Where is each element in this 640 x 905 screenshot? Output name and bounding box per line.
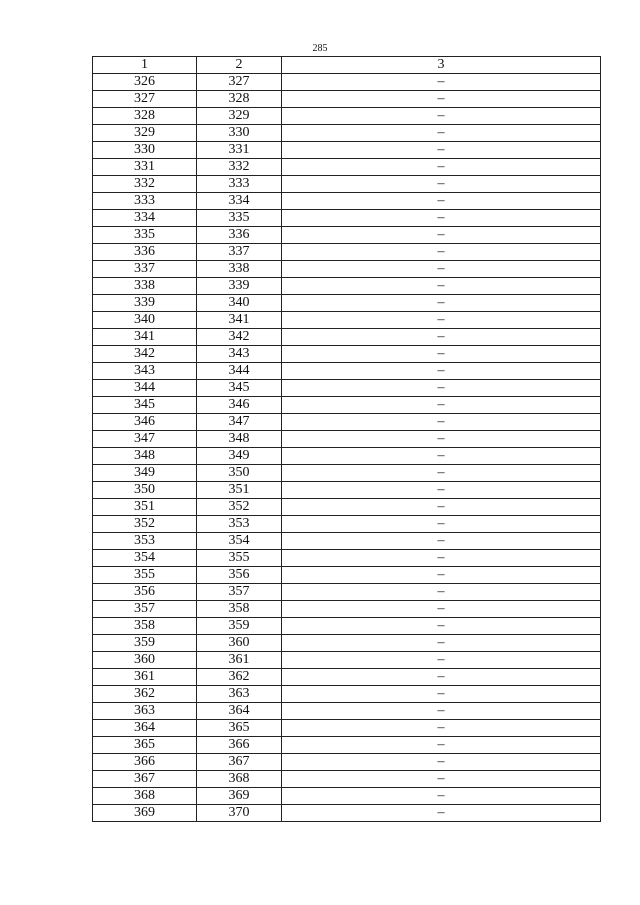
table-cell-col-1: 363 <box>93 703 197 720</box>
table-cell-col-2: 327 <box>197 74 282 91</box>
table-cell-col-3: – <box>282 567 601 584</box>
table-cell-col-1: 347 <box>93 431 197 448</box>
table-cell-col-2: 366 <box>197 737 282 754</box>
table-row <box>93 516 601 533</box>
table-cell-col-1: 336 <box>93 244 197 261</box>
table-cell-col-1: 327 <box>93 91 197 108</box>
table-row <box>93 312 601 329</box>
table-row <box>93 414 601 431</box>
table-cell-col-2: 333 <box>197 176 282 193</box>
table-row <box>93 74 601 91</box>
table-cell-col-1: 331 <box>93 159 197 176</box>
table-cell-col-1: 352 <box>93 516 197 533</box>
table-cell-col-2: 341 <box>197 312 282 329</box>
table-row <box>93 397 601 414</box>
table-cell-col-2: 367 <box>197 754 282 771</box>
table-row <box>93 601 601 618</box>
table-cell-col-1: 349 <box>93 465 197 482</box>
table-cell-col-2: 358 <box>197 601 282 618</box>
table-cell-col-3: – <box>282 482 601 499</box>
table-row <box>93 465 601 482</box>
table-cell-col-2: 344 <box>197 363 282 380</box>
table-row <box>93 193 601 210</box>
data-table <box>92 56 601 822</box>
table-cell-col-1: 361 <box>93 669 197 686</box>
table-cell-col-2: 330 <box>197 125 282 142</box>
table-cell-col-3: – <box>282 754 601 771</box>
table-cell-col-3: – <box>282 346 601 363</box>
table-cell-col-1: 365 <box>93 737 197 754</box>
table-row <box>93 499 601 516</box>
table-cell-col-2: 354 <box>197 533 282 550</box>
table-cell-col-3: – <box>282 108 601 125</box>
table-row <box>93 754 601 771</box>
table-cell-col-1: 340 <box>93 312 197 329</box>
table-cell-col-1: 328 <box>93 108 197 125</box>
table-cell-col-2: 331 <box>197 142 282 159</box>
table-cell-col-3: – <box>282 805 601 822</box>
table-cell-col-2: 365 <box>197 720 282 737</box>
table-cell-col-1: 368 <box>93 788 197 805</box>
table-row <box>93 686 601 703</box>
table-cell-col-1: 367 <box>93 771 197 788</box>
header-row <box>93 57 601 74</box>
table-row <box>93 448 601 465</box>
table-row <box>93 533 601 550</box>
table-cell-col-3: – <box>282 363 601 380</box>
table-cell-col-2: 357 <box>197 584 282 601</box>
table-cell-col-1: 343 <box>93 363 197 380</box>
table-cell-col-2: 338 <box>197 261 282 278</box>
table-cell-col-1: 335 <box>93 227 197 244</box>
table-cell-col-2: 328 <box>197 91 282 108</box>
table-row <box>93 125 601 142</box>
table-row <box>93 91 601 108</box>
table-cell-col-3: – <box>282 618 601 635</box>
table-row <box>93 380 601 397</box>
table-cell-col-3: – <box>282 465 601 482</box>
table-cell-col-2: 346 <box>197 397 282 414</box>
table-cell-col-2: 361 <box>197 652 282 669</box>
table-cell-col-1: 351 <box>93 499 197 516</box>
table-cell-col-1: 362 <box>93 686 197 703</box>
table-row <box>93 652 601 669</box>
table-cell-col-2: 364 <box>197 703 282 720</box>
table-cell-col-3: – <box>282 125 601 142</box>
table-row <box>93 142 601 159</box>
table-row <box>93 771 601 788</box>
table-cell-col-2: 369 <box>197 788 282 805</box>
table-cell-col-3: – <box>282 397 601 414</box>
table-cell-col-3: – <box>282 720 601 737</box>
table-cell-col-2: 347 <box>197 414 282 431</box>
table-cell-col-1: 366 <box>93 754 197 771</box>
table-cell-col-2: 345 <box>197 380 282 397</box>
table-cell-col-3: – <box>282 159 601 176</box>
table-row <box>93 210 601 227</box>
table-cell-col-3: – <box>282 414 601 431</box>
table-cell-col-1: 354 <box>93 550 197 567</box>
table-cell-col-2: 368 <box>197 771 282 788</box>
table-cell-col-2: 356 <box>197 567 282 584</box>
table-row <box>93 363 601 380</box>
table-row <box>93 159 601 176</box>
table-cell-col-2: 355 <box>197 550 282 567</box>
table-cell-col-2: 363 <box>197 686 282 703</box>
table-cell-col-1: 369 <box>93 805 197 822</box>
table-row <box>93 737 601 754</box>
table-cell-col-2: 370 <box>197 805 282 822</box>
table-row <box>93 618 601 635</box>
table-row <box>93 567 601 584</box>
table-cell-col-3: – <box>282 142 601 159</box>
table-cell-col-3: – <box>282 193 601 210</box>
table-cell-col-2: 335 <box>197 210 282 227</box>
table-cell-col-1: 338 <box>93 278 197 295</box>
table-cell-col-1: 348 <box>93 448 197 465</box>
table-cell-col-2: 353 <box>197 516 282 533</box>
table-cell-col-1: 355 <box>93 567 197 584</box>
table-cell-col-2: 343 <box>197 346 282 363</box>
table-cell-col-3: – <box>282 669 601 686</box>
table-cell-col-2: 360 <box>197 635 282 652</box>
table-cell-col-1: 333 <box>93 193 197 210</box>
table-cell-col-1: 326 <box>93 74 197 91</box>
table-cell-col-2: 359 <box>197 618 282 635</box>
table-cell-col-1: 341 <box>93 329 197 346</box>
table-row <box>93 108 601 125</box>
table-row <box>93 635 601 652</box>
table-cell-col-1: 346 <box>93 414 197 431</box>
table-cell-col-3: – <box>282 329 601 346</box>
table-cell-col-2: 336 <box>197 227 282 244</box>
table-cell-col-1: 360 <box>93 652 197 669</box>
table-cell-col-1: 334 <box>93 210 197 227</box>
table-cell-col-1: 329 <box>93 125 197 142</box>
table-cell-col-3: – <box>282 788 601 805</box>
table-cell-col-3: – <box>282 550 601 567</box>
column-header-1: 1 <box>93 57 197 74</box>
table-cell-col-3: – <box>282 312 601 329</box>
column-header-2: 2 <box>197 57 282 74</box>
table-cell-col-1: 339 <box>93 295 197 312</box>
table-cell-col-1: 358 <box>93 618 197 635</box>
table-row <box>93 703 601 720</box>
table-row <box>93 329 601 346</box>
table-cell-col-3: – <box>282 227 601 244</box>
table-row <box>93 244 601 261</box>
table-cell-col-2: 362 <box>197 669 282 686</box>
table-row <box>93 431 601 448</box>
table-cell-col-1: 330 <box>93 142 197 159</box>
table-cell-col-3: – <box>282 295 601 312</box>
table-cell-col-3: – <box>282 448 601 465</box>
table-cell-col-2: 332 <box>197 159 282 176</box>
table-row <box>93 176 601 193</box>
table-cell-col-1: 350 <box>93 482 197 499</box>
table-row <box>93 227 601 244</box>
table-cell-col-3: – <box>282 210 601 227</box>
table-cell-col-3: – <box>282 703 601 720</box>
table-cell-col-2: 351 <box>197 482 282 499</box>
table-cell-col-3: – <box>282 176 601 193</box>
table-row <box>93 261 601 278</box>
table-cell-col-1: 357 <box>93 601 197 618</box>
column-header-3: 3 <box>282 57 601 74</box>
table-cell-col-3: – <box>282 686 601 703</box>
table-cell-col-1: 342 <box>93 346 197 363</box>
table-cell-col-2: 334 <box>197 193 282 210</box>
table-cell-col-3: – <box>282 499 601 516</box>
table-cell-col-3: – <box>282 431 601 448</box>
table-cell-col-3: – <box>282 652 601 669</box>
table-cell-col-2: 329 <box>197 108 282 125</box>
table-cell-col-3: – <box>282 380 601 397</box>
table-cell-col-2: 339 <box>197 278 282 295</box>
table-body <box>93 74 601 822</box>
table-row <box>93 584 601 601</box>
table-cell-col-3: – <box>282 635 601 652</box>
table-cell-col-1: 344 <box>93 380 197 397</box>
table-row <box>93 550 601 567</box>
table-cell-col-2: 340 <box>197 295 282 312</box>
table-row <box>93 482 601 499</box>
table-cell-col-3: – <box>282 771 601 788</box>
table-cell-col-1: 353 <box>93 533 197 550</box>
table-row <box>93 720 601 737</box>
table-cell-col-2: 348 <box>197 431 282 448</box>
table-cell-col-1: 345 <box>93 397 197 414</box>
table-row <box>93 805 601 822</box>
table-cell-col-3: – <box>282 261 601 278</box>
table-cell-col-3: – <box>282 278 601 295</box>
table-cell-col-2: 352 <box>197 499 282 516</box>
table-cell-col-3: – <box>282 601 601 618</box>
table-cell-col-3: – <box>282 584 601 601</box>
table-cell-col-3: – <box>282 737 601 754</box>
table-cell-col-2: 349 <box>197 448 282 465</box>
table-header <box>93 57 601 74</box>
page-number: 285 <box>312 43 328 54</box>
table-cell-col-2: 342 <box>197 329 282 346</box>
table-cell-col-3: – <box>282 91 601 108</box>
table-cell-col-3: – <box>282 516 601 533</box>
table-cell-col-1: 364 <box>93 720 197 737</box>
table-cell-col-1: 359 <box>93 635 197 652</box>
table-cell-col-1: 356 <box>93 584 197 601</box>
table-cell-col-1: 337 <box>93 261 197 278</box>
table-row <box>93 669 601 686</box>
table-cell-col-3: – <box>282 533 601 550</box>
table-cell-col-3: – <box>282 74 601 91</box>
table-row <box>93 278 601 295</box>
table-cell-col-2: 350 <box>197 465 282 482</box>
table-cell-col-3: – <box>282 244 601 261</box>
table-row <box>93 788 601 805</box>
table-row <box>93 295 601 312</box>
table-cell-col-2: 337 <box>197 244 282 261</box>
table-row <box>93 346 601 363</box>
table-cell-col-1: 332 <box>93 176 197 193</box>
